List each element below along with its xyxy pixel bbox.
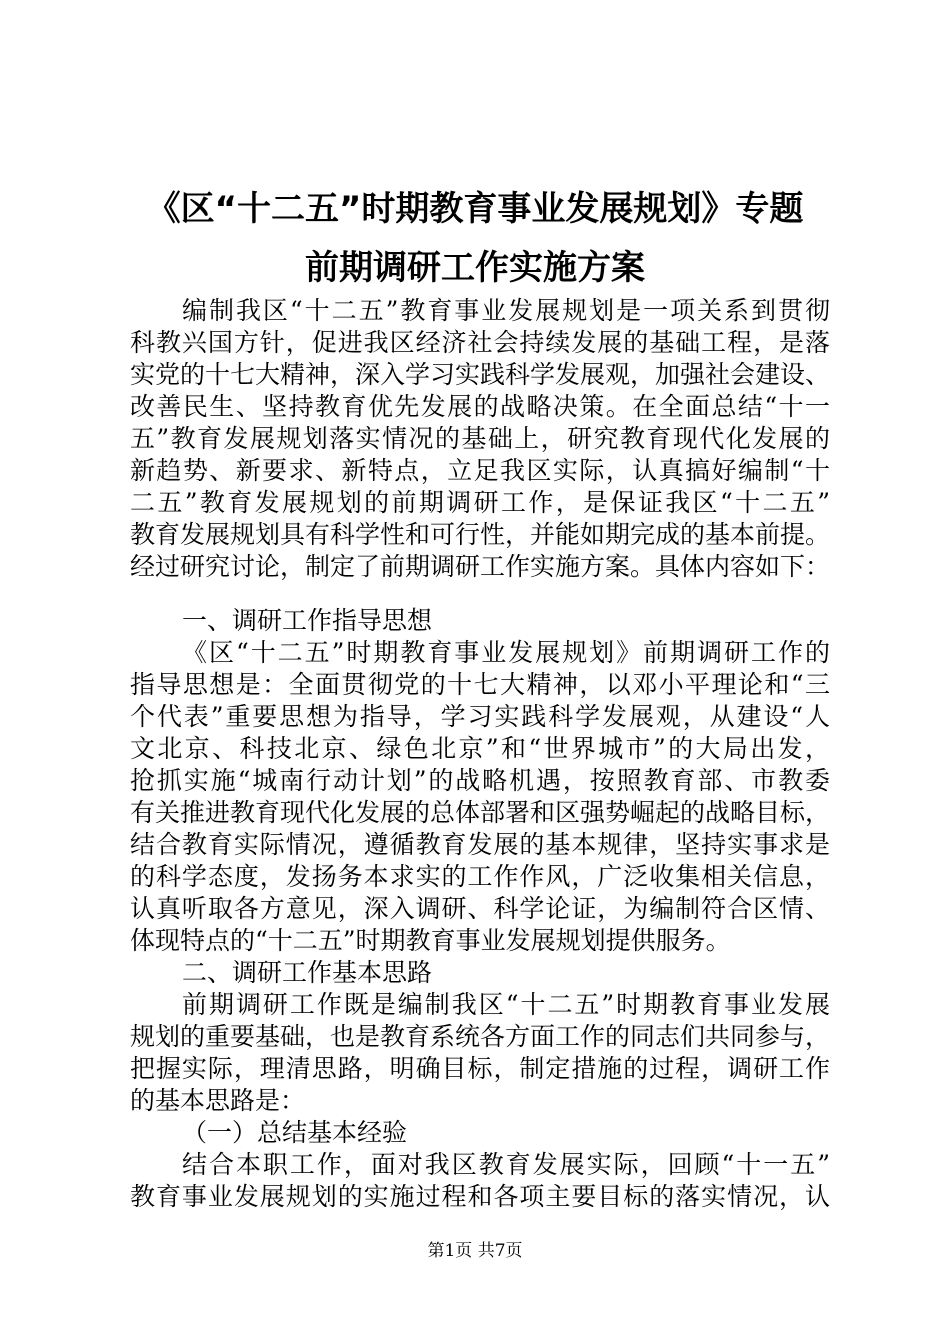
body-line: 有关推进教育现代化发展的总体部署和区强势崛起的战略目标， bbox=[130, 798, 831, 827]
body-line: 的科学态度，发扬务本求实的工作作风，广泛收集相关信息， bbox=[130, 862, 830, 891]
body-line: 认真听取各方意见，深入调研、科学论证，为编制符合区情、 bbox=[130, 894, 830, 923]
body-line: 抢抓实施“城南行动计划”的战略机遇，按照教育部、市教委 bbox=[130, 766, 830, 795]
body-line: 前期调研工作既是编制我区“十二五”时期教育事业发展 bbox=[182, 990, 830, 1019]
body-line: 体现特点的“十二五”时期教育事业发展规划提供服务。 bbox=[130, 926, 731, 955]
page-footer: 第1页 共7页 bbox=[427, 1241, 523, 1261]
body-line: 经过研究讨论，制定了前期调研工作实施方案。具体内容如下： bbox=[130, 552, 831, 581]
body-line: 教育事业发展规划的实施过程和各项主要目标的落实情况，认 bbox=[130, 1182, 830, 1211]
body-line: 改善民生、坚持教育优先发展的战略决策。在全面总结“十一 bbox=[130, 392, 830, 421]
body-line: 编制我区“十二五”教育事业发展规划是一项关系到贯彻 bbox=[182, 296, 830, 325]
section-heading-1: 一、调研工作指导思想 bbox=[182, 606, 433, 635]
body-line: 的基本思路是： bbox=[130, 1086, 306, 1115]
body-line: 个代表”重要思想为指导，学习实践科学发展观，从建设“人 bbox=[130, 702, 830, 731]
body-line: 把握实际，理清思路，明确目标，制定措施的过程，调研工作 bbox=[130, 1054, 830, 1083]
body-line: 五”教育发展规划落实情况的基础上，研究教育现代化发展的 bbox=[130, 424, 830, 453]
document-title-line-2: 前期调研工作实施方案 bbox=[305, 248, 645, 288]
body-line: 教育发展规划具有科学性和可行性，并能如期完成的基本前提。 bbox=[130, 520, 831, 549]
body-line: 科教兴国方针，促进我区经济社会持续发展的基础工程，是落 bbox=[130, 328, 830, 357]
subsection-heading-1: （一）总结基本经验 bbox=[182, 1118, 408, 1147]
body-line: 实党的十七大精神，深入学习实践科学发展观，加强社会建设、 bbox=[130, 360, 831, 389]
body-line: 结合本职工作，面对我区教育发展实际，回顾“十一五” bbox=[182, 1150, 830, 1179]
body-line: 指导思想是：全面贯彻党的十七大精神，以邓小平理论和“三 bbox=[130, 670, 830, 699]
document-title-line-1: 《区“十二五”时期教育事业发展规划》专题 bbox=[146, 189, 804, 229]
section-heading-2: 二、调研工作基本思路 bbox=[182, 958, 433, 987]
body-line: 结合教育实际情况，遵循教育发展的基本规律，坚持实事求是 bbox=[130, 830, 830, 859]
body-line: 二五”教育发展规划的前期调研工作，是保证我区“十二五” bbox=[130, 488, 830, 517]
body-line: 文北京、科技北京、绿色北京”和“世界城市”的大局出发， bbox=[130, 734, 830, 763]
body-line: 新趋势、新要求、新特点，立足我区实际，认真搞好编制“十 bbox=[130, 456, 830, 485]
body-line: 规划的重要基础，也是教育系统各方面工作的同志们共同参与， bbox=[130, 1022, 831, 1051]
body-line: 《区“十二五”时期教育事业发展规划》前期调研工作的 bbox=[182, 638, 830, 667]
